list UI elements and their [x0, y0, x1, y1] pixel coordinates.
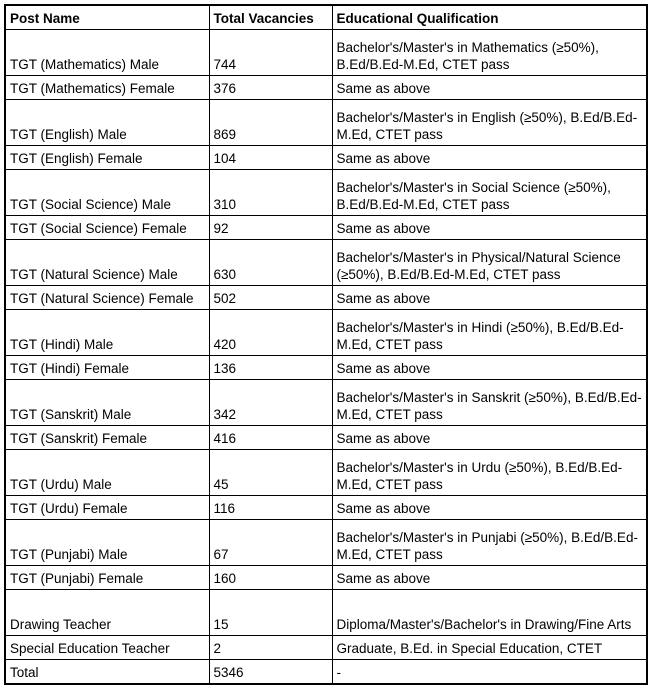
- table-row: [5, 566, 647, 590]
- post-name-cell: TGT (Social Science) Male: [5, 170, 209, 216]
- qualification-cell: Same as above: [332, 286, 647, 310]
- post-name-cell: Total: [5, 660, 209, 685]
- post-name-cell: TGT (English) Male: [5, 100, 209, 146]
- vacancies-cell: 342: [209, 380, 332, 426]
- table-row: [5, 356, 647, 380]
- vacancies-cell: 869: [209, 100, 332, 146]
- table-row: [5, 146, 647, 170]
- vacancies-cell: 5346: [209, 660, 332, 685]
- post-name-cell: TGT (Urdu) Female: [5, 496, 209, 520]
- qualification-cell: Bachelor's/Master's in English (≥50%), B.Ed/B.Ed-M.Ed, CTET pass: [332, 100, 647, 146]
- vacancies-cell: 15: [209, 590, 332, 636]
- post-name-cell: TGT (Mathematics) Male: [5, 30, 209, 76]
- post-name-cell: TGT (English) Female: [5, 146, 209, 170]
- header-educational-qualification: Educational Qualification: [332, 5, 647, 30]
- table-row: [5, 426, 647, 450]
- vacancies-cell: 630: [209, 240, 332, 286]
- vacancies-cell: 116: [209, 496, 332, 520]
- post-name-cell: TGT (Sanskrit) Male: [5, 380, 209, 426]
- table-row: [5, 240, 647, 286]
- post-name-cell: TGT (Social Science) Female: [5, 216, 209, 240]
- qualification-cell: Graduate, B.Ed. in Special Education, CTET: [332, 636, 647, 660]
- vacancies-cell: 744: [209, 30, 332, 76]
- header-total-vacancies: Total Vacancies: [209, 5, 332, 30]
- qualification-cell: Bachelor's/Master's in Social Science (≥50%), B.Ed/B.Ed-M.Ed, CTET pass: [332, 170, 647, 216]
- table-row: [5, 590, 647, 636]
- qualification-cell: -: [332, 660, 647, 685]
- header-post-name: Post Name: [5, 5, 209, 30]
- qualification-cell: Same as above: [332, 356, 647, 380]
- qualification-cell: Diploma/Master's/Bachelor's in Drawing/Fine Arts: [332, 590, 647, 636]
- table-row: [5, 310, 647, 356]
- vacancies-cell: 136: [209, 356, 332, 380]
- post-name-cell: TGT (Natural Science) Male: [5, 240, 209, 286]
- vacancies-cell: 310: [209, 170, 332, 216]
- table-row: [5, 520, 647, 566]
- qualification-cell: Same as above: [332, 146, 647, 170]
- qualification-cell: Same as above: [332, 496, 647, 520]
- vacancies-cell: 2: [209, 636, 332, 660]
- table-row-total: [5, 660, 647, 685]
- post-name-cell: TGT (Natural Science) Female: [5, 286, 209, 310]
- table-row: [5, 76, 647, 100]
- qualification-cell: Bachelor's/Master's in Hindi (≥50%), B.Ed/B.Ed-M.Ed, CTET pass: [332, 310, 647, 356]
- table-row: [5, 30, 647, 76]
- qualification-cell: Same as above: [332, 566, 647, 590]
- table-row: [5, 450, 647, 496]
- post-name-cell: TGT (Urdu) Male: [5, 450, 209, 496]
- qualification-cell: Bachelor's/Master's in Mathematics (≥50%), B.Ed/B.Ed-M.Ed, CTET pass: [332, 30, 647, 76]
- qualification-cell: Bachelor's/Master's in Punjabi (≥50%), B.Ed/B.Ed-M.Ed, CTET pass: [332, 520, 647, 566]
- vacancies-cell: 92: [209, 216, 332, 240]
- qualification-cell: Bachelor's/Master's in Urdu (≥50%), B.Ed/B.Ed-M.Ed, CTET pass: [332, 450, 647, 496]
- vacancy-table: [4, 4, 648, 685]
- table-row: [5, 496, 647, 520]
- vacancies-cell: 67: [209, 520, 332, 566]
- vacancies-cell: 420: [209, 310, 332, 356]
- vacancies-cell: 376: [209, 76, 332, 100]
- table-row: [5, 170, 647, 216]
- table-row: [5, 380, 647, 426]
- table-row: [5, 100, 647, 146]
- table-row: [5, 286, 647, 310]
- header-row: [5, 5, 647, 30]
- post-name-cell: TGT (Punjabi) Female: [5, 566, 209, 590]
- post-name-cell: TGT (Punjabi) Male: [5, 520, 209, 566]
- post-name-cell: TGT (Hindi) Female: [5, 356, 209, 380]
- vacancies-cell: 45: [209, 450, 332, 496]
- post-name-cell: Drawing Teacher: [5, 590, 209, 636]
- qualification-cell: Same as above: [332, 76, 647, 100]
- vacancies-cell: 104: [209, 146, 332, 170]
- post-name-cell: TGT (Sanskrit) Female: [5, 426, 209, 450]
- qualification-cell: Bachelor's/Master's in Sanskrit (≥50%), B.Ed/B.Ed-M.Ed, CTET pass: [332, 380, 647, 426]
- qualification-cell: Same as above: [332, 216, 647, 240]
- vacancies-cell: 160: [209, 566, 332, 590]
- qualification-cell: Bachelor's/Master's in Physical/Natural Science (≥50%), B.Ed/B.Ed-M.Ed, CTET pass: [332, 240, 647, 286]
- qualification-cell: Same as above: [332, 426, 647, 450]
- post-name-cell: Special Education Teacher: [5, 636, 209, 660]
- post-name-cell: TGT (Hindi) Male: [5, 310, 209, 356]
- post-name-cell: TGT (Mathematics) Female: [5, 76, 209, 100]
- table-row: [5, 636, 647, 660]
- vacancies-cell: 416: [209, 426, 332, 450]
- table-row: [5, 216, 647, 240]
- vacancies-cell: 502: [209, 286, 332, 310]
